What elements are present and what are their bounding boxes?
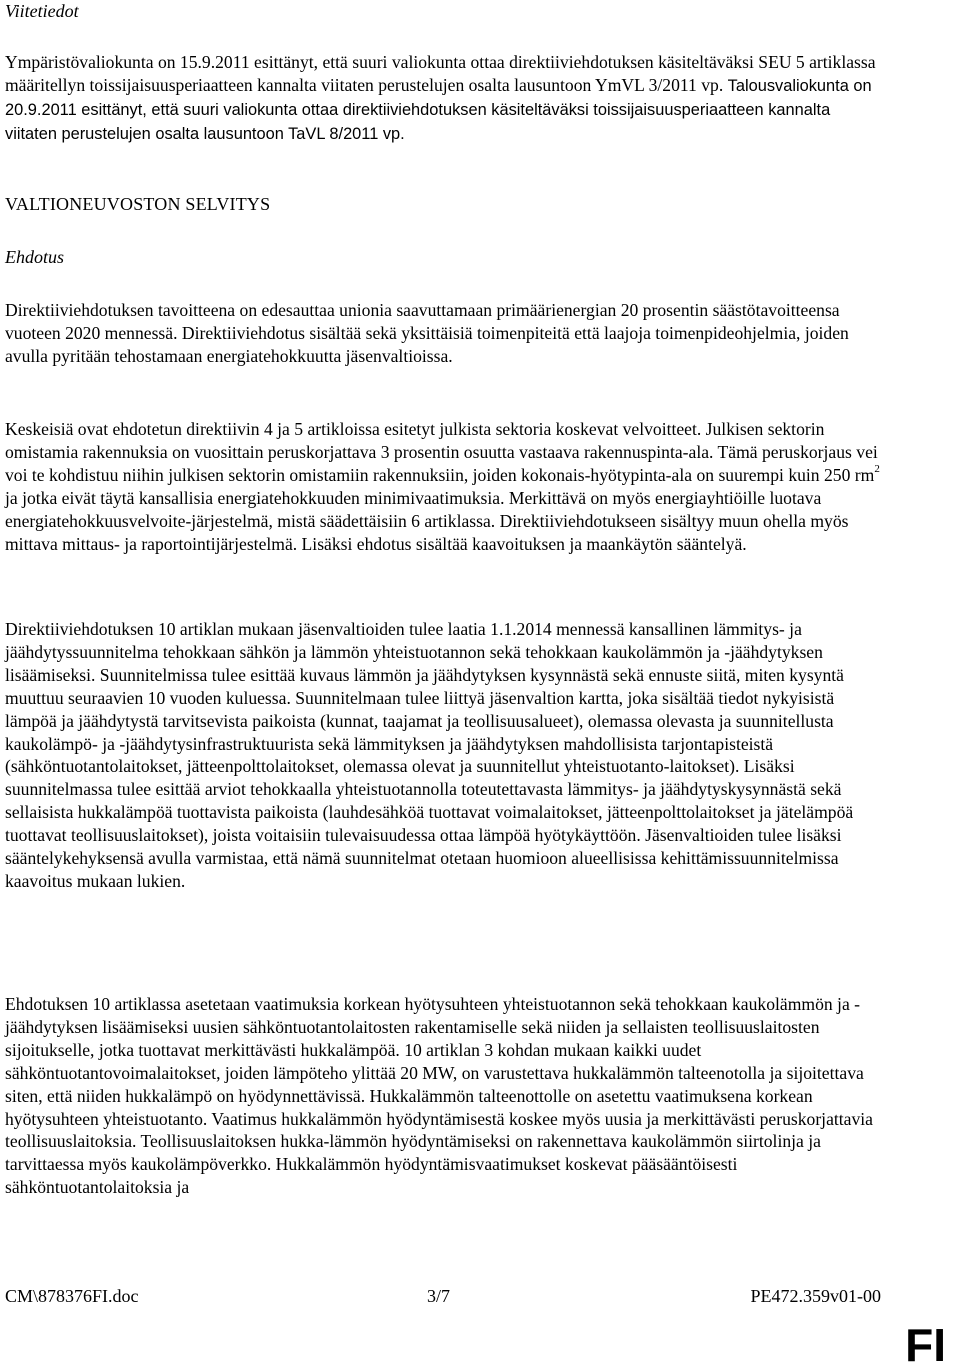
superscript-2: 2 bbox=[874, 462, 880, 475]
footer-pe-reference: PE472.359v01-00 bbox=[750, 1286, 881, 1306]
language-code: FI bbox=[905, 1319, 946, 1371]
page-footer bbox=[5, 1284, 881, 1308]
section-heading-valtioneuvoston-selvitys: VALTIONEUVOSTON SELVITYS bbox=[5, 194, 271, 214]
reference-paragraph bbox=[5, 51, 885, 146]
paragraph-10-artikla-suunnitelma: Direktiiviehdotuksen 10 artiklan mukaan jäsenvaltioiden tulee laatia 1.1.2014 mennessä kansallinen lämmitys- ja jäähdytyssuunnitelma tehokkaan sähkön ja lämmön yhteistuotannon sekä tehokkaan kaukolämmön ja -jäähdytyksen lisäämiseksi. Suunnitelmissa tulee esittää kuvaus lämmön ja jäähdytyksen kysynnästä sekä ennuste siitä, miten kysyntä muuttuu seuraavien 10 vuoden kuluessa. Suunnitelmaan tulee liittyä jäsenvaltion kartta, joka sisältää tiedot nykyisistä lämpöä ja jäähdytystä tarvitsevista paikoista (kunnat, taajamat ja teollisuusalueet), olemassa olevasta ja suunnitellusta kaukolämpö- ja -jäähdytysinfrastruktuurista sekä lämmityksen ja jäähdytyksen mahdollisista tarjontapisteistä (sähköntuotantolaitokset, jätteenpolttolaitokset, olemassa olevat ja suunnitellut yhteistuotanto-laitokset). Lisäksi suunnitelmassa tulee esittää arviot tehokkaalla yhteistuotannolla toteutettavasta lämmitys- ja jäähdytyskysynnästä sekä sellaisista hukkalämpöä tuottavista paikoista (lauhdesähköä tuottavat voimalaitokset, jätteenpolttolaitokset ja jätelämpöä tuottavat teollisuuslaitokset), joista voitaisiin tulevaisuudessa ottaa lämpöä hyötykäyttöön. Jäsenvaltioiden tulee lisäksi sääntelykehyksensä avulla varmistaa, että nämä suunnitelmat otetaan huomioon alueellisissa kehittämissuunnitelmissa kaavoitus mukaan lukien. bbox=[5, 619, 854, 891]
paragraph-julkinen-sektori-text-a: Keskeisiä ovat ehdotetun direktiivin 4 ja 5 artikloissa esitetyt julkista sektoria koskevat velvoitteet. Julkisen sektorin omistamia rakennuksia on vuosittain peruskorjattava 3 prosentin osuutta vastaava rakennuspinta-ala. Tämä peruskorjaus vei voi te kohdistuu niihin julkisen sektorin omistamiin rakennuksiin, joiden kokonais-hyötypinta-ala on suurempi kuin 250 rm bbox=[5, 419, 878, 485]
reference-text-ymparistovaliokunta: Ympäristövaliokunta on 15.9.2011 esittänyt, että suuri valiokunta ottaa direktiiviehdotuksen käsiteltäväksi SEU 5 artiklassa määritellyn toissijaisuusperiaatteen kannalta viitaten perustelujen osalta lausuntoon YmVL 3/2011 vp. bbox=[5, 52, 876, 95]
footer-document-reference: CM\878376FI.doc bbox=[5, 1286, 139, 1306]
paragraph-julkinen-sektori-text-b: ja jotka eivät täytä kansallisia energiatehokkuuden minimivaatimuksia. Merkittävä on myös energiayhtiöille luotava energiatehokkuusvelvoite-järjestelmä, mistä säädettäisiin 6 artiklassa. Direktiiviehdotukseen sisältyy muun ohella myös mittava mittaus- ja raportointijärjestelmä. Lisäksi ehdotus sisältää kaavoituksen ja maankäytön sääntelyä. bbox=[5, 487, 849, 554]
paragraph-julkinen-sektori bbox=[5, 418, 880, 555]
paragraph-10-artikla-vaatimukset: Ehdotuksen 10 artiklassa asetetaan vaatimuksia korkean hyötysuhteen yhteistuotannon sekä tehokkaan kaukolämmön ja -jäähdytyksen lisäämiseksi uusien sähköntuotantolaitosten rakentamiselle sekä niiden ja sellaisten teollisuuslaitosten sijoitukselle, jotka tuottavat merkittävästi hukkalämpöä. 10 artiklan 3 kohdan mukaan kaikki uudet sähköntuotantovoimalaitokset, joiden lämpöteho ylittää 20 MW, on varustettava hukkalämmön talteenotolla ja sijoitettava siten, että niiden hukkalämpö on hyödynnettävissä. Hukkalämmön talteenottolle on asetettu vaatimuksena korkean hyötysuhteen yhteistuotanto. Vaatimus hukkalämmön hyödyntämisestä koskee myös uusia ja merkittävästi peruskorjattavia teollisuuslaitoksia. Teollisuuslaitoksen hukka-lämmön hyödyntämiseksi on rakennettava kaukolämmön siirtolinja ja tarvittaessa myös kaukolämpöverkko. Hukkalämmön hyödyntämisvaatimukset koskevat pääsääntöisesti sähköntuotantolaitoksia ja bbox=[5, 994, 873, 1198]
paragraph-tavoite: Direktiiviehdotuksen tavoitteena on edesauttaa unionia saavuttamaan primäärienergian 20 prosentin säästötavoitteensa vuoteen 2020 mennessä. Direktiiviehdotus sisältää sekä yksittäisiä toimenpiteitä että laajoja toimenpideohjelmia, joiden avulla pyritään tehostamaan energiatehokkuutta jäsenvaltioissa. bbox=[5, 300, 849, 366]
reference-text-talousvaliokunta: Talousvaliokunta on 20.9.2011 esittänyt, että suuri valiokunta ottaa direktiiviehdotuksen käsiteltäväksi toissijaisuusperiaatteen kannalta viitaten perustelujen osalta lausuntoon TaVL 8/2011 vp. bbox=[5, 76, 872, 143]
sub-heading-ehdotus: Ehdotus bbox=[5, 247, 65, 267]
section-title-viitetiedot: Viitetiedot bbox=[5, 1, 79, 21]
footer-page-number: 3/7 bbox=[427, 1286, 451, 1306]
